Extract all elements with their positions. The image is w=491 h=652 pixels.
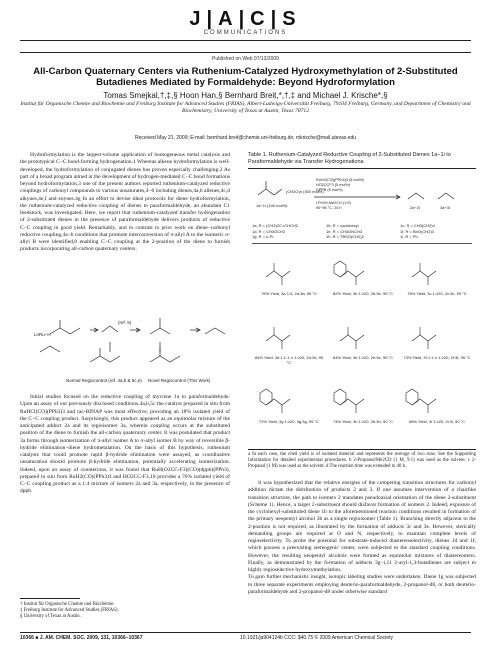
- yield-3b: 82% Yield, 3b 1:≥20, 2b:3b, 95 °C: [332, 291, 394, 296]
- footer-citation: 10366 ■ J. AM. CHEM. SOC. 2009, 131, 10366−10367: [20, 635, 143, 641]
- substrate-list: [252, 223, 472, 240]
- scheme-1: [30, 312, 230, 390]
- masthead-rule: [20, 40, 471, 41]
- yield-3c: 76% Yield, 3c 1:≥20, 2c:3c, 95 °C: [407, 291, 467, 296]
- scheme-ref: (ref. 5): [118, 320, 132, 325]
- author-list: Tomas Smejkal,†,‡,§ Hoon Han,§ Bernhard Breit,*,†,‡ and Michael J. Krische*,§: [103, 91, 388, 100]
- entry-1f: 1f, R = BnO(CH2)3: [400, 228, 434, 234]
- journal-logo: J|A|C|S: [189, 8, 302, 30]
- product-structures: [252, 247, 472, 445]
- right-paragraph: It was hypothesized that the relative energies of the competing transition structures for carbonyl addition dictate the distribution of products 2 and 3. If one assumes intervention of a chairlike transition structure, the path to isomers 2 mandates pseudoaxial orientation of the diene 2-substituent (Scheme 1). Hence, a larger 2-substituent should disfavor formation of isomers 2. Indeed, exposure of the cyclohexyl-substituted diene 1b to the aforementioned reaction conditions resulted in formation of the primary neopentyl alcohol 3b as a single regioisomer (Table 1). Branching directly adjacent to the 2-position is not required, as illustrated by the formation of adducts 3c and 3e. However, sterically demanding groups are required at O and N, respectively, to maintain complete levels of regioselectivity. To probe the potential for substrate-induced diastereoselectivity, dienes 1d and 1f, which possess a preexisting stereogenic center, were subjected to the standard coupling conditions. However, the resulting neopentyl alcohols were formed as equimolar mixtures of diastereomers. Finally, as demonstrated by the formation of adducts 3g−i,11 2-aryl-1,3-butadienes are subject to highly regioselective hydroxymethylation. To gain further mechanistic insight, isotopic labeling studies were undertaken. Diene 1g was subjected to three separate experiments employing deuterio-paraformaldehyde, 2-propanol-d8, or both deuterio-paraformaldehyde and 2-propanol-d8 under otherwise standard: [248, 480, 476, 595]
- scheme-normal-label: Normal Regiocontrol (ref. 4a,b & 5c,e): [66, 378, 142, 383]
- yield-3g: 72% Yield, 3g 1:≥20, 3g:3g, 95 °C: [258, 419, 320, 424]
- footnotes: [20, 602, 230, 620]
- entry-1d: 1d, R = CH3OCH2: [252, 228, 286, 234]
- footer-doi: 10.1021/ja904124b CCC: $40.75 © 2009 American Chemical Society: [240, 635, 393, 641]
- reagent-label: (CH2O)n (300 mol%): [286, 189, 324, 194]
- page-footer: [20, 635, 471, 645]
- entry-1h: 1h, R = TBSO(CH2)2: [326, 234, 364, 239]
- entry-1e: 1e, R = CH3ONCH3: [326, 228, 363, 234]
- table-footnote: a In each case, the cited yield is of isolated material and represents the average of two runs. See the Supporting Information for detailed experimental procedures. b 2-Propanol/Me2CO (1 M, 9:1) was used as the solvent. c 2-Propanol (1 M) was used as the solvent. d The reaction time was extended to 40 h.: [248, 452, 476, 469]
- yield-3h: 74% Yield, 3h 1:≥20, 2h:3h, 90 °C: [332, 419, 394, 424]
- table-1: [248, 168, 476, 450]
- yield-3d: 84% Yield, 3d 1:1.1 rr 1:≥20, 2d:3d, 95 °C: [254, 355, 324, 365]
- product-3-label: 3a−3i: [440, 205, 450, 210]
- footnote-rule: [20, 598, 80, 599]
- entry-1i: 1i, R = Ph: [400, 234, 418, 239]
- table-caption: Table 1. Ruthenium-Catalyzed Reductive Coupling of 2-Substituted Dienes 1a−1i to Paraformaldehyde via Transfer Hydrogenationa: [248, 152, 451, 165]
- condition-3: DPPB (5 mol%): [316, 188, 343, 192]
- affiliation: Institut für Organische Chemie and Biochemie and Freiburg Institute for Advanced Studies (FRIAS), Albert-Ludwigs-Universität Freiburg, 79104 Freiburg, Germany, and Department of Chemistry and Biochemistry, University of Texas at Austin, Texas 78712: [20, 101, 471, 114]
- received-line: Received May 21, 2009; E-mail: bernhard.breit@chemie.uni-freiburg.de; mkrische@mail.utexas.edu: [134, 135, 357, 141]
- yield-3a: 76% Yield, 3a 1:4, 2a:3a, 95 °C: [261, 291, 317, 296]
- product-grid: [252, 247, 472, 445]
- yield-3e: 84% Yield, 3e 1:≥20, 2e:3e, 95 °C: [332, 355, 394, 360]
- footer-rule: [20, 632, 471, 633]
- reaction-graphic: [252, 173, 472, 221]
- condition-5: 90−95 °C, 20 h: [316, 206, 342, 210]
- yield-3i: 68% Yield, 3i 1:≥20, 2i:3i, 90 °C: [408, 419, 466, 424]
- table-divider: [252, 243, 472, 244]
- footnote-3: § University of Texas at Austin.: [20, 614, 81, 619]
- journal-subtitle: COMMUNICATIONS: [203, 30, 288, 36]
- product-2-label: 2a−2i: [410, 205, 420, 210]
- right-column-body: [248, 480, 476, 630]
- condition-4: i-PrOH-Me2CO (1:9): [316, 201, 351, 205]
- condition-1: RuH2(CO)(PPh3)3 (5 mol%): [316, 178, 365, 182]
- entry-1b: 1b, R = cyclohexyl: [326, 223, 359, 228]
- article-title: All-Carbon Quaternary Centers via Ruthenium-Catalyzed Hydroxymethylation of 2-Substituted Butadienes Mediated by Formaldehyde: Beyond Hydroformylation: [33, 66, 458, 88]
- published-date: Published on Web 07/13/2009: [212, 56, 279, 62]
- footnote-2: ‡ Freiburg Institute for Advanced Studies (FRIAS).: [20, 608, 119, 613]
- svg-text:LnRu−H: LnRu−H: [34, 332, 51, 337]
- masthead-rule-2: [20, 52, 471, 53]
- left-column-intro: [20, 152, 230, 310]
- scheme-novel-label: Novel Regiocontrol (This Work): [148, 378, 211, 383]
- yield-3f: 73% Yield, 3f 1:1 rr 1:≥20, 2f:3f, 95 °C: [403, 355, 471, 360]
- intro-paragraph: Hydroformylation is the largest-volume application of homogeneous metal catalysis and the prototypical C−C bond-forming hydrogenation.1 Whereas alkene hydroformylation is well-developed, the hydroformylation of conjugated dienes has proven especially challenging.2 As part of a broad program aimed at the development of hydrogen-mediated C−C bond formations beyond hydroformylation,3 one of the present authors reported ruthenium-catalyzed reductive couplings of carbonyl compounds to various unsaturates,4−6 including dienes,4a,b allenes,4c,d alkynes,4e,f and enynes.4g In an effort to devise ideal protocols for diene hydroformylation, the ruthenium-catalyzed reductive coupling of dienes to paraformaldehyde, an abundant C1 feedstock, was investigated. Here, we report that ruthenium-catalyzed transfer hydrogenation of 2-substituted dienes in the presence of paraformaldehyde delivers products of reductive C−C coupling in good yield. Remarkably, and in contrast to prior work on diene−carbonyl reductive coupling,4a−b conditions that promote interconversion of π-allyl A to the isomeric σ-allyl B were identified,8 enabling C−C coupling at the 2-position of the diene to furnish products incorporating all-carbon quaternary centers.: [20, 152, 230, 253]
- scheme-1-graphic: [30, 312, 230, 390]
- reaction-scheme: [252, 173, 472, 221]
- entry-1g: 1g, R = n-Pr: [252, 234, 274, 239]
- entry-1c: 1c, R = CH3(CH2)4: [400, 223, 435, 228]
- substrate-label: 1a−1i (100 mol%): [256, 203, 288, 208]
- footnote-1: † Institut für Organische Chemie und Biochemie.: [20, 602, 115, 607]
- condition-2: HO2CCF3 (5 mol%): [316, 183, 350, 187]
- left-column-body: [20, 394, 230, 594]
- body-paragraph: Initial studies focused on the reductive coupling of myrcene 1a to paraformaldehyde. Upon an assay of our previously disclosed conditions,4a,b,5c the catalyst prepared in situ from RuHCl(CO)(PPh3)3 and rac-BINAP was most effective, providing an 18% isolated yield of the C−C coupling product. Surprisingly, this product appeared as an equimolar mixture of the anticipated adduct 2a and its regioisomer 3a, wherein coupling occurs at the substituted position of the diene to furnish the all-carbon quaternary center. It was postulated that product 3a forms through isomerization of π-allyl isomer A to σ-allyl isomer B by way of reversible β-hydride elimination−diene hydrometalation. On the basis of this hypothesis, ruthenium catalysts that could promote rapid β-hydride elimination were assayed, as coordinative unsaturation should promote β-hydride elimination, potentially accelerating isomerization. Indeed, upon an assay of counterions, it was found that RuH(O2CC-F3)(CO)(dppb)(PPh3), prepared in situ from RuH2(CO)(PPh3)3 and HO2CC-F3,10 provides a 76% isolated yield of C−C coupling product as a 1:4 mixture of isomers 2a and 3a, respectively, in the presence of dppb.: [20, 394, 230, 495]
- entry-1a: 1a, R = (CH3)2C=CHCH2: [252, 223, 299, 228]
